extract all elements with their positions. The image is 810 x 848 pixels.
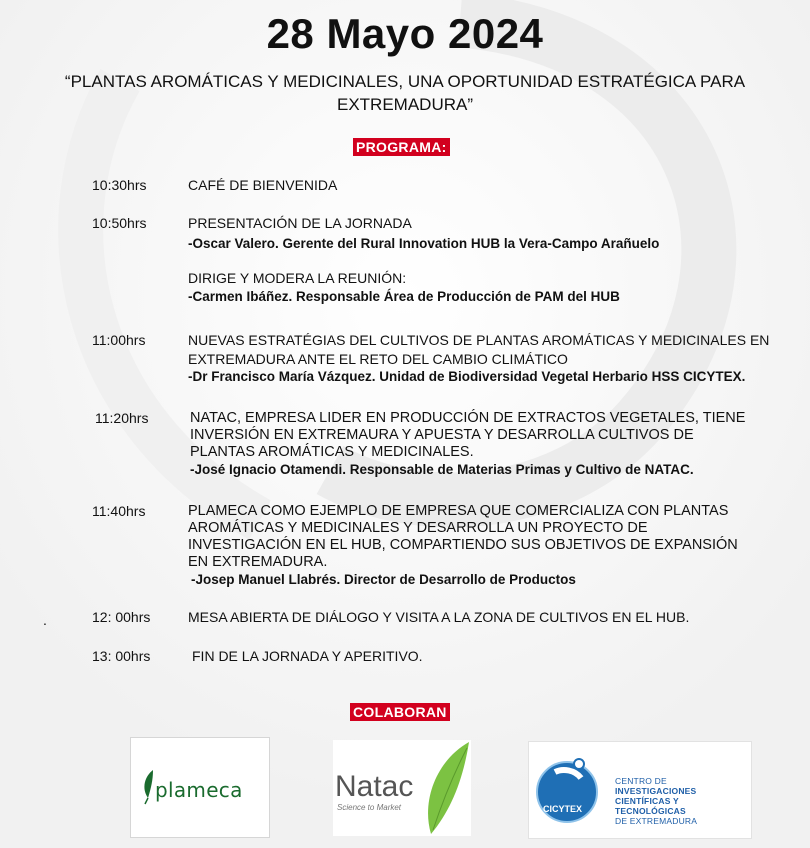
natac-logo [333, 740, 471, 836]
natac-tagline: Science to Market [337, 803, 402, 812]
schedule-speaker: -Josep Manuel Llabrés. Director de Desarrollo de Productos [191, 572, 576, 587]
schedule-time: 11:00hrs [92, 332, 146, 348]
schedule-item [190, 410, 790, 478]
cicytex-acronym: CICYTEX [543, 804, 583, 814]
cicytex-line2: CIENTÍFICAS Y TECNOLÓGICAS [615, 796, 686, 816]
plameca-logo [130, 737, 270, 838]
schedule-item-text: EN EXTREMADURA. [188, 554, 328, 570]
schedule-speaker: -Oscar Valero. Gerente del Rural Innovation HUB la Vera-Campo Arañuelo [188, 236, 660, 251]
schedule-item [188, 332, 798, 385]
cicytex-line3: DE EXTREMADURA [615, 816, 698, 826]
event-title-line1: “PLANTAS AROMÁTICAS Y MEDICINALES, UNA OPORTUNIDAD ESTRATÉGICA PARA [64, 72, 746, 91]
schedule-speaker: -José Ignacio Otamendi. Responsable de Materias Primas y Cultivo de NATAC. [190, 462, 694, 477]
schedule-item-text: FIN DE LA JORNADA Y APERITIVO. [192, 648, 423, 664]
schedule-item-text: INVESTIGACIÓN EN EL HUB, COMPARTIENDO SUS OBJETIVOS DE EXPANSIÓN [188, 537, 738, 553]
event-title [40, 70, 770, 116]
schedule-time: 10:50hrs [92, 215, 147, 231]
schedule-time: 12: 00hrs [92, 609, 151, 625]
schedule-time: 11:20hrs [95, 410, 149, 426]
cicytex-line1b: INVESTIGACIONES [615, 786, 697, 796]
schedule-item-text: MESA ABIERTA DE DIÁLOGO Y VISITA A LA ZONA DE CULTIVOS EN EL HUB. [188, 609, 690, 625]
schedule-item-text: NATAC, EMPRESA LIDER EN PRODUCCIÓN DE EXTRACTOS VEGETALES, TIENE [190, 410, 746, 426]
schedule-time: 13: 00hrs [92, 648, 151, 664]
natac-wordmark: Natac [335, 770, 414, 803]
stray-bullet: . [43, 612, 47, 628]
schedule-item [188, 177, 337, 194]
cicytex-line1a: CENTRO DE [615, 776, 667, 786]
event-title-line2: EXTREMADURA” [336, 95, 473, 114]
schedule-speaker: -Dr Francisco María Vázquez. Unidad de Biodiversidad Vegetal Herbario HSS CICYTEX. [188, 369, 746, 384]
event-date: 28 Mayo 2024 [266, 10, 544, 57]
schedule-item-text: NUEVAS ESTRATÉGIAS DEL CULTIVOS DE PLANTAS AROMÁTICAS Y MEDICINALES EN [188, 332, 770, 348]
schedule-item [188, 215, 788, 305]
schedule-item [192, 648, 423, 665]
schedule-item-text: AROMÁTICAS Y MEDICINALES Y DESARROLLA UN PROYECTO DE [188, 520, 648, 536]
plameca-wordmark: plameca [155, 778, 243, 802]
schedule-item [188, 609, 689, 626]
schedule-time: 10:30hrs [92, 177, 147, 193]
schedule-speaker: -Carmen Ibáñez. Responsable Área de Producción de PAM del HUB [188, 289, 620, 304]
cicytex-logo [528, 741, 752, 839]
schedule-item-text: CAFÉ DE BIENVENIDA [188, 177, 338, 193]
schedule-item-text: DIRIGE Y MODERA LA REUNIÓN: [188, 270, 407, 286]
schedule-item-text: EXTREMADURA ANTE EL RETO DEL CAMBIO CLIMÁTICO [188, 351, 568, 367]
cicytex-fullname [615, 776, 749, 826]
schedule-item [188, 503, 788, 588]
schedule-item-text: PRESENTACIÓN DE LA JORNADA [188, 215, 412, 231]
schedule-item-text: INVERSIÓN EN EXTREMAURA Y APUESTA Y DESARROLLA CULTIVOS DE [190, 427, 694, 443]
programa-label: PROGRAMA: [353, 138, 450, 156]
schedule-item-text: PLAMECA COMO EJEMPLO DE EMPRESA QUE COMERCIALIZA CON PLANTAS [188, 503, 729, 519]
schedule-time: 11:40hrs [92, 503, 146, 519]
colaboran-label: COLABORAN [350, 703, 450, 721]
schedule-item-text: PLANTAS AROMÁTICAS Y MEDICINALES. [190, 444, 474, 460]
